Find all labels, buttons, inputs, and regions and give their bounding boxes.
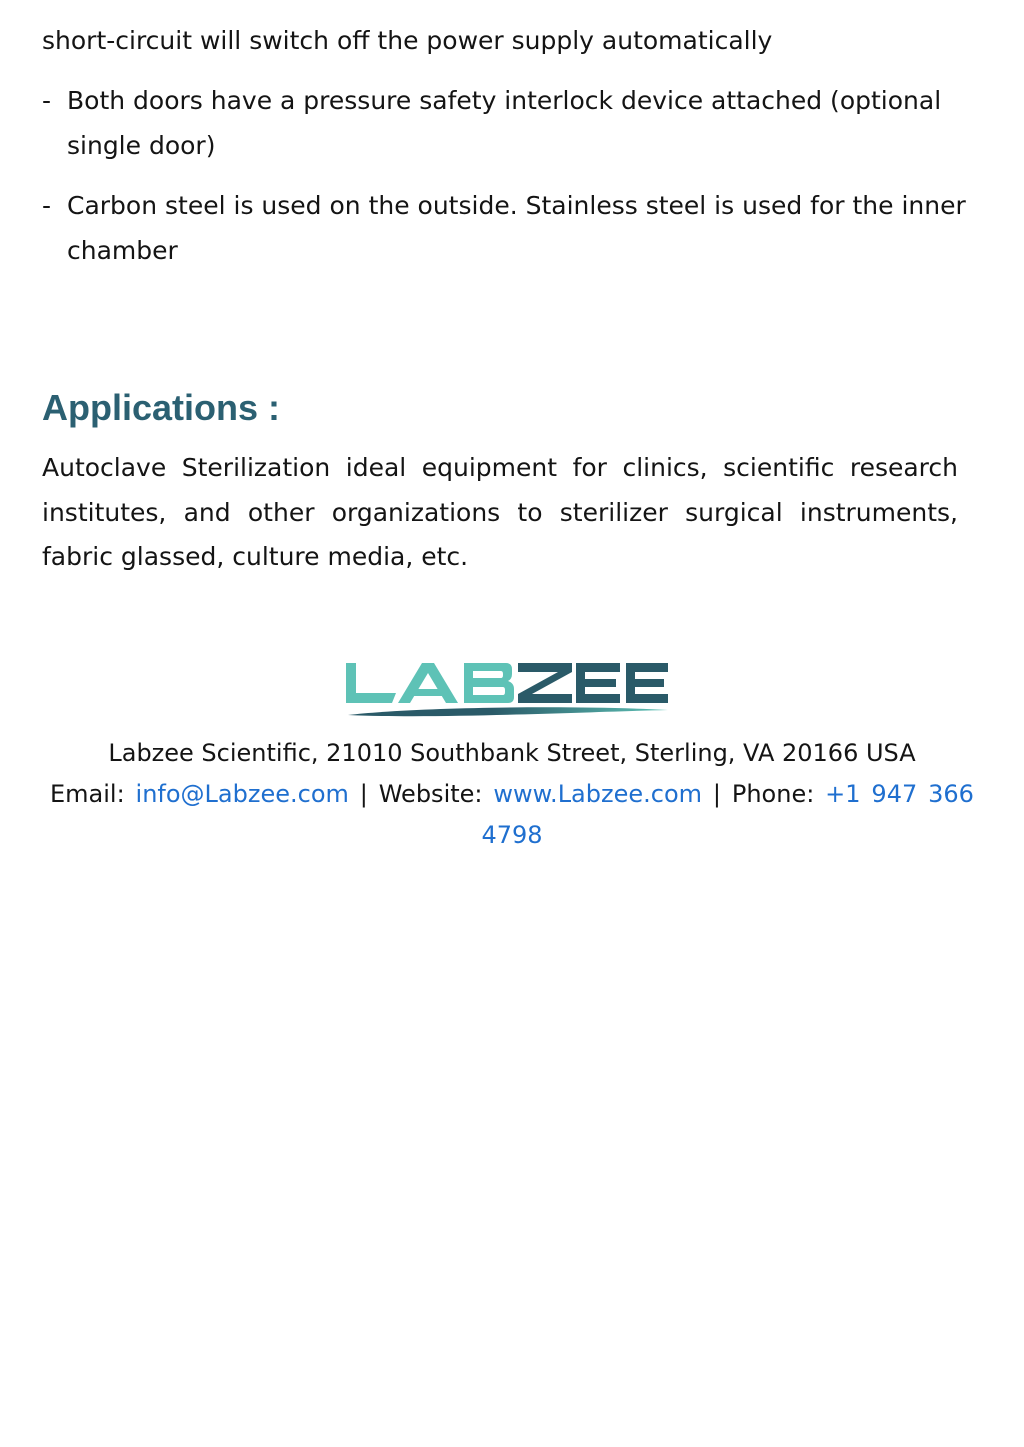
bullet-marker: - xyxy=(42,86,52,115)
website-link[interactable]: www.Labzee.com xyxy=(493,780,703,808)
logo-letter-a xyxy=(398,663,458,703)
contact-line xyxy=(50,774,974,856)
separator: | xyxy=(359,780,368,808)
list-item xyxy=(42,78,992,168)
phone-link[interactable]: +1 947 366 4798 xyxy=(481,780,974,849)
labzee-logo xyxy=(346,660,668,722)
bullet-marker: - xyxy=(42,191,52,220)
applications-paragraph: Autoclave Sterilization ideal equipment for clinics, scientific research institutes, and other organizations to sterilizer surgical instruments, fabric glassed, culture media, etc. xyxy=(42,453,958,571)
feature-list xyxy=(42,78,992,288)
bullet-text: Both doors have a pressure safety interlock device attached (optional single door) xyxy=(67,86,942,160)
logo-letter-z xyxy=(518,663,572,703)
company-address: Labzee Scientific, 21010 Southbank Street, Sterling, VA 20166 USA xyxy=(108,739,916,767)
separator: | xyxy=(712,780,721,808)
logo-letter-b xyxy=(464,663,514,703)
list-item xyxy=(42,183,992,273)
email-link[interactable]: info@Labzee.com xyxy=(135,780,349,808)
logo-swoosh xyxy=(348,707,668,716)
applications-heading: Applications : xyxy=(42,387,281,428)
logo-letter-e xyxy=(576,663,620,703)
continued-bullet-text: short-circuit will switch off the power supply automatically xyxy=(42,26,773,55)
logo-letter-l xyxy=(346,663,396,703)
bullet-text: Carbon steel is used on the outside. Stainless steel is used for the inner chamber xyxy=(67,191,966,265)
phone-label: Phone: xyxy=(731,780,815,808)
logo-letter-e xyxy=(626,663,668,703)
website-label: Website: xyxy=(378,780,483,808)
email-label: Email: xyxy=(50,780,125,808)
